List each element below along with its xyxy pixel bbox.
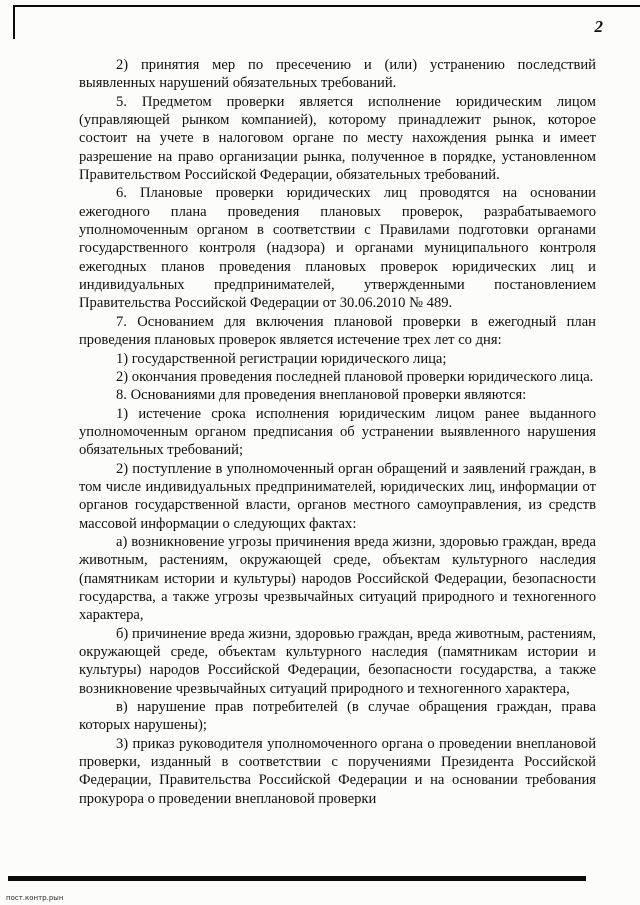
paragraph: 7. Основанием для включения плановой проверки в ежегодный план проведения плановых проверок является истечение трех лет со дня: — [79, 313, 596, 349]
document-body — [79, 56, 596, 808]
paragraph: 2) поступление в уполномоченный орган обращений и заявлений граждан, в том числе индивидуальных предпринимателей, юридических лиц, информации от органов государственной власти, органов местного самоуправления, из средств массовой информации о следующих фактах: — [79, 460, 596, 532]
paragraph: в) нарушение прав потребителей (в случае обращения граждан, права которых нарушены); — [79, 699, 596, 734]
paragraph: 2) принятия мер по пресечению и (или) устранению последствий выявленных нарушений обязательных требований. — [79, 57, 596, 92]
paragraph: 3) приказ руководителя уполномоченного органа о проведении внеплановой проверки, изданный в соответствии с поручениями Президента Российской Федерации, Правительства Российской Федерации и на основании требования прокурора о проведении внеплановой проверки — [79, 735, 596, 807]
paragraph: а) возникновение угрозы причинения вреда жизни, здоровью граждан, вреда животным, растениям, окружающей среде, объектам культурного наследия (памятникам истории и культуры) народов Российской Федерации, безопасности государства, а также угрозы чрезвычайных ситуаций природного и техногенного характера, — [79, 533, 596, 624]
scan-edge-left-line — [13, 5, 15, 39]
paragraph: 8. Основаниями для проведения внеплановой проверки являются: — [116, 387, 527, 404]
page-number: 2 — [594, 17, 603, 36]
footer-code: пост.контр.рын — [6, 894, 64, 902]
paragraph: 1) истечение срока исполнения юридическим лицом ранее выданного уполномоченным органом предписания об устранении выявленного нарушения обязательных требований; — [79, 405, 596, 459]
paragraph: 6. Плановые проверки юридических лиц проводятся на основании ежегодного плана проведения плановых проверок, разрабатываемого уполномоченным органом в соответствии с Правилами подготовки органами государственного контроля (надзора) и органами муниципального контроля ежегодных планов проведения плановых проверок юридических лиц и индивидуальных предпринимателей, утвержденными постановлением Правительства Российской Федерации от 30.06.2010 № 489. — [79, 185, 596, 312]
scan-edge-bottom-bar — [8, 876, 586, 881]
paragraph: 2) окончания проведения последней плановой проверки юридического лица. — [116, 368, 594, 385]
paragraph: 1) государственной регистрации юридического лица; — [116, 350, 447, 367]
scan-edge-top-line — [13, 5, 640, 7]
paragraph: 5. Предметом проверки является исполнение юридическим лицом (управляющей рынком компанией), которому принадлежит рынок, которое состоит на учете в налоговом органе по месту нахождения рынка и имеет разрешение на право организации рынка, полученное в порядке, установленном Правительством Российской Федерации, обязательных требований. — [79, 93, 596, 184]
paragraph: б) причинение вреда жизни, здоровью граждан, вреда животным, растениям, окружающей среде, объектам культурного наследия (памятникам истории и культуры) народов Российской Федерации, безопасности государства, а также возникновение чрезвычайных ситуаций природного и техногенного характера, — [79, 625, 596, 697]
